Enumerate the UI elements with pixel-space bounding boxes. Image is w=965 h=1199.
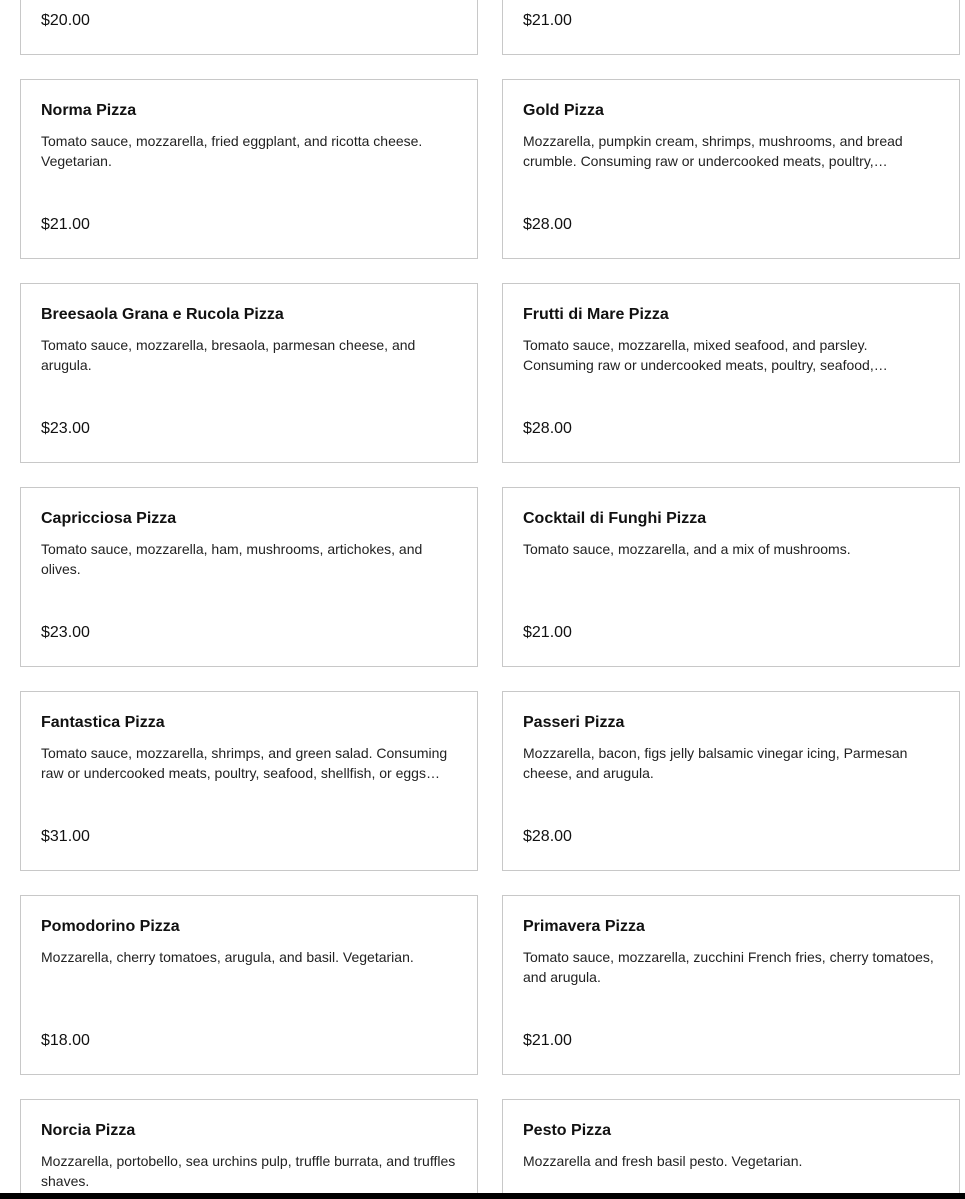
menu-item-name: Passeri Pizza [523, 714, 625, 731]
menu-item-name: Fantastica Pizza [41, 714, 165, 731]
menu-item-card[interactable] [20, 0, 478, 55]
menu-item-price: $28.00 [523, 828, 572, 845]
menu-item-card[interactable] [502, 895, 960, 1075]
menu-item-name: Pomodorino Pizza [41, 918, 180, 935]
menu-item-description: Mozzarella, bacon, figs jelly balsamic vinegar icing, Parmesan cheese, and arugula. [523, 745, 908, 781]
menu-item-card[interactable] [502, 691, 960, 871]
menu-item-card[interactable] [20, 79, 478, 259]
menu-item-name: Cocktail di Funghi Pizza [523, 510, 707, 527]
menu-item-price: $31.00 [41, 828, 90, 845]
menu-item-name: Gold Pizza [523, 102, 604, 119]
menu-item-name: Capricciosa Pizza [41, 510, 177, 527]
menu-item-description: Tomato sauce, mozzarella, ham, mushrooms, artichokes, and olives. [41, 541, 423, 577]
menu-item-name: Norcia Pizza [41, 1122, 136, 1139]
menu-item-price: $28.00 [523, 420, 572, 437]
menu-item-price: $20.00 [41, 12, 90, 29]
menu-item-card[interactable] [502, 487, 960, 667]
menu-item-price: $21.00 [41, 216, 90, 233]
menu-item-description: Tomato sauce, mozzarella, fried eggplant, and ricotta cheese. Vegetarian. [41, 133, 423, 169]
menu-item-card[interactable] [20, 691, 478, 871]
menu-item-description: Tomato sauce, mozzarella, mixed seafood, and parsley. Consuming raw or undercooked meats, poultry, seafood,… [523, 337, 888, 373]
menu-item-card[interactable] [502, 79, 960, 259]
menu-item-card[interactable] [20, 1099, 478, 1199]
menu-item-description: Mozzarella, cherry tomatoes, arugula, and basil. Vegetarian. [41, 949, 414, 965]
menu-item-description: Mozzarella and fresh basil pesto. Vegetarian. [523, 1153, 803, 1169]
menu-item-description: Tomato sauce, mozzarella, bresaola, parmesan cheese, and arugula. [41, 337, 416, 373]
menu-item-name: Frutti di Mare Pizza [523, 306, 669, 323]
menu-item-price: $18.00 [41, 1032, 90, 1049]
menu-item-name: Breesaola Grana e Rucola Pizza [41, 306, 284, 323]
menu-item-name: Primavera Pizza [523, 918, 645, 935]
menu-item-description: Mozzarella, portobello, sea urchins pulp, truffle burrata, and truffles shaves. [41, 1153, 456, 1189]
menu-item-card[interactable] [502, 0, 960, 55]
menu-item-description: Tomato sauce, mozzarella, zucchini French fries, cherry tomatoes, and arugula. [523, 949, 934, 985]
menu-item-card[interactable] [20, 487, 478, 667]
menu-item-card[interactable] [20, 283, 478, 463]
bottom-edge-bar [0, 1193, 965, 1199]
menu-item-price: $21.00 [523, 12, 572, 29]
menu-item-description: Tomato sauce, mozzarella, and a mix of mushrooms. [523, 541, 851, 557]
menu-item-card[interactable] [20, 895, 478, 1075]
menu-item-name: Pesto Pizza [523, 1122, 612, 1139]
menu-item-name: Norma Pizza [41, 102, 137, 119]
menu-item-price: $21.00 [523, 1032, 572, 1049]
menu-item-price: $28.00 [523, 216, 572, 233]
menu-item-description: Mozzarella, pumpkin cream, shrimps, mushrooms, and bread crumble. Consuming raw or undercooked meats, poultry,… [523, 133, 903, 169]
menu-item-description: Tomato sauce, mozzarella, shrimps, and green salad. Consuming raw or undercooked meats, poultry, seafood, shellfish, or eggs… [41, 745, 448, 781]
menu-item-price: $23.00 [41, 420, 90, 437]
menu-item-card[interactable] [502, 1099, 960, 1199]
menu-item-price: $21.00 [523, 624, 572, 641]
menu-item-card[interactable] [502, 283, 960, 463]
menu-grid [20, 0, 960, 1199]
menu-item-price: $23.00 [41, 624, 90, 641]
